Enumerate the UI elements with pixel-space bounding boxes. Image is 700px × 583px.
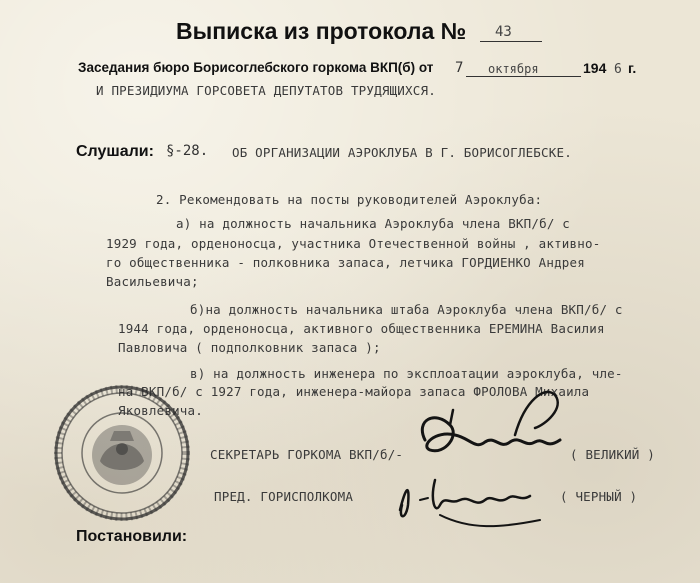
item-a-line-4: Васильевича;	[106, 274, 199, 289]
chairman-name: ( ЧЕРНЫЙ )	[560, 489, 638, 504]
secretary-title: СЕКРЕТАРЬ ГОРКОМА ВКП/б/-	[210, 447, 404, 462]
meeting-line: Заседания бюро Борисоглебского горкома ВКП(б) от	[78, 60, 434, 75]
heard-label: Слушали:	[76, 143, 154, 160]
presidium-line: И ПРЕЗИДИУМА ГОРСОВЕТА ДЕПУТАТОВ ТРУДЯЩИХСЯ.	[96, 83, 436, 98]
item-b-line-2: 1944 года, орденоносца, активного общественника ЕРЕМИНА Василия	[118, 321, 605, 336]
heard-section-number: §-28.	[166, 143, 209, 159]
item-a-line-3: го общественника - полковника запаса, летчика ГОРДИЕНКО Андрея	[106, 255, 585, 270]
meeting-date-underline	[466, 76, 581, 77]
meeting-year-prefix: 194	[583, 60, 607, 76]
meeting-year-end: г.	[628, 60, 637, 76]
protocol-number-underline	[480, 41, 542, 42]
item-c-line-3: Яковлевича.	[118, 403, 203, 418]
chairman-signature	[380, 460, 550, 540]
item-b-line-3: Павловича ( подполковник запаса );	[118, 340, 381, 355]
item-a-line-1: а) на должность начальника Аэроклуба члена ВКП/б/ с	[176, 216, 571, 231]
protocol-number: 43	[495, 24, 512, 40]
chairman-title: ПРЕД. ГОРИСПОЛКОМА	[214, 489, 354, 504]
meeting-date-month: октября	[488, 62, 539, 76]
document-title: Выписка из протокола №	[176, 18, 467, 44]
decided-label: Постановили:	[76, 528, 188, 545]
meeting-year-suffix: 6	[614, 62, 622, 77]
item-b-line-1: б)на должность начальника штаба Аэроклуба члена ВКП/б/ с	[190, 302, 623, 317]
meeting-date-day: 7	[455, 60, 464, 76]
recommend-intro: 2. Рекомендовать на посты руководителей Аэроклуба:	[156, 192, 543, 207]
item-c-line-1: в) на должность инженера по эксплоатации аэроклуба, чле-	[190, 366, 623, 381]
item-c-line-2: на ВКП/б/ с 1927 года, инженера-майора запаса ФРОЛОВА Михаила	[118, 384, 590, 399]
secretary-name: ( ВЕЛИКИЙ )	[570, 447, 655, 462]
official-seal-stamp	[52, 383, 192, 523]
heard-topic: ОБ ОРГАНИЗАЦИИ АЭРОКЛУБА В Г. БОРИСОГЛЕБСКЕ.	[232, 145, 572, 160]
item-a-line-2: 1929 года, орденоносца, участника Отечественной войны , активно-	[106, 236, 601, 251]
